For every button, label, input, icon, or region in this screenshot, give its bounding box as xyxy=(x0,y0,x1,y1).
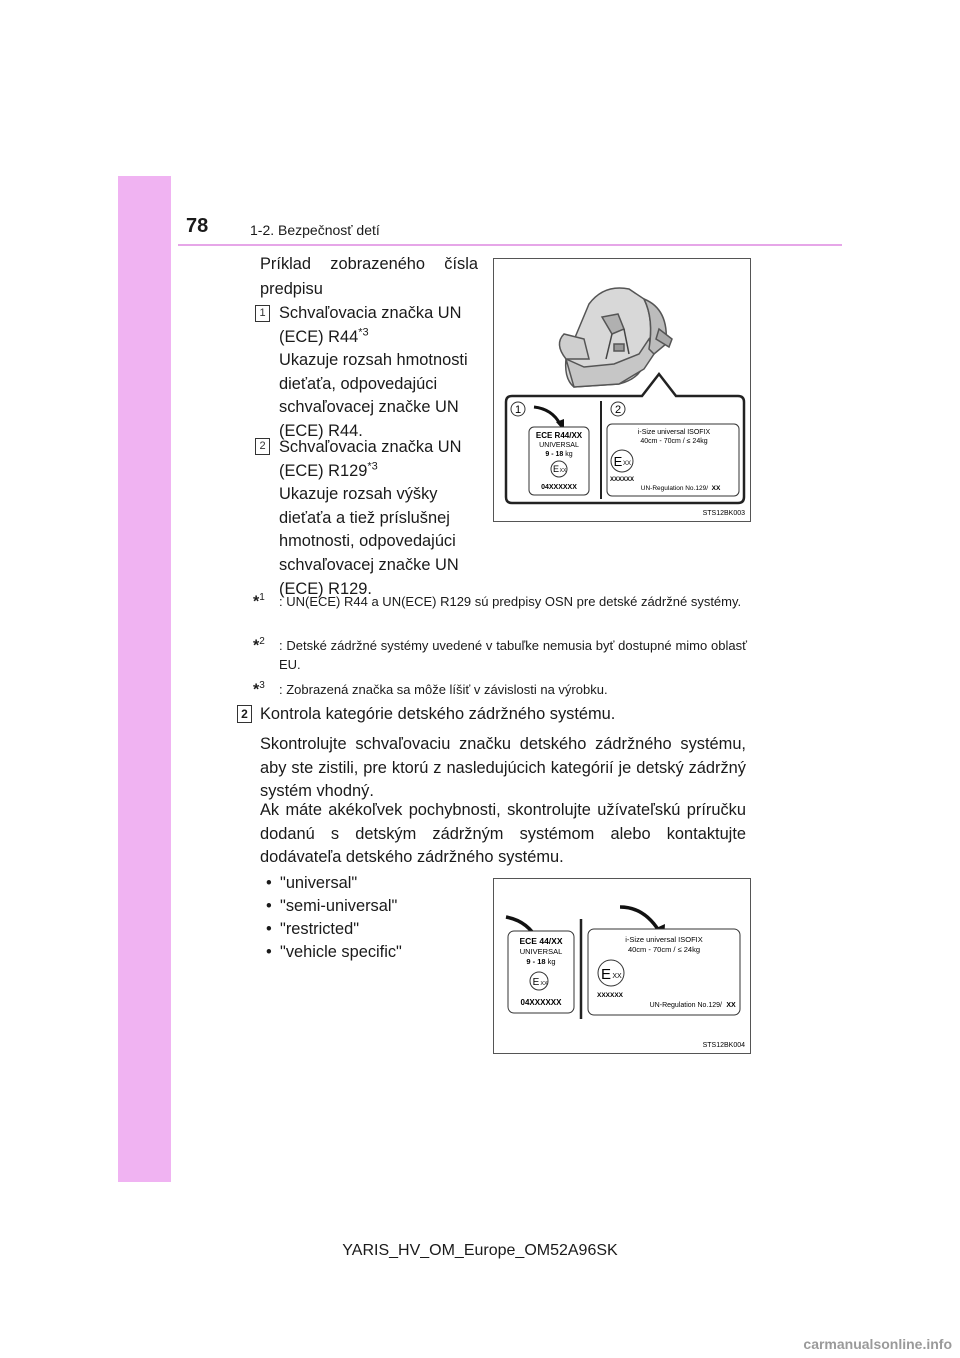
r44-line2: UNIVERSAL xyxy=(539,442,579,449)
section-header: 1-2. Bezpečnosť detí xyxy=(250,222,380,238)
footnote-2: *$^2$ : Detské zádržné systémy uvedené v tabuľke nemusia byť dostupné mimo oblasť EU. xyxy=(253,636,747,672)
r129-emark: E xyxy=(613,454,623,469)
r44-emark: E xyxy=(532,977,540,988)
header-rule xyxy=(178,244,842,246)
footnote-3: *$^3$ : Zobrazená značka sa môže líšiť v závislosti na výrobku. xyxy=(253,680,608,699)
r44-code: 04XXXXXX xyxy=(520,998,562,1007)
r129-emark-sub: XX xyxy=(612,973,622,980)
r44-emark-sub: XX xyxy=(540,981,548,987)
item-number-1: 1 xyxy=(255,305,270,322)
intro-line-2: predpisu xyxy=(260,280,323,298)
item-2-title: Schvaľovacia značka UN (ECE) R129 xyxy=(279,438,462,480)
r44-line3: 9 - 18 kg xyxy=(526,957,556,966)
r44-line3: 9 - 18 kg xyxy=(545,451,573,458)
figure2-code: STS12BK004 xyxy=(702,1042,745,1049)
list-item: • "vehicle specific" xyxy=(266,941,402,964)
r129-code: XXXXXX xyxy=(609,477,635,483)
chapter-sidebar-tab xyxy=(118,176,171,1182)
r44-line2: UNIVERSAL xyxy=(519,947,563,956)
list-item: • "restricted" xyxy=(266,918,402,941)
document-id: YARIS_HV_OM_Europe_OM52A96SK xyxy=(342,1242,618,1259)
step-number-2: 2 xyxy=(237,705,252,723)
category-list xyxy=(266,872,402,964)
r44-line1: ECE R44/XX xyxy=(535,431,583,440)
child-seat-drawing xyxy=(559,288,672,387)
item-number-2: 2 xyxy=(255,438,270,455)
r44-code: 04XXXXXX xyxy=(541,484,577,491)
r129-line1: i-Size universal ISOFIX xyxy=(625,935,703,944)
r129-reg: UN-Regulation No.129/ xyxy=(649,1002,722,1009)
figure-approval-labels xyxy=(493,878,751,1054)
list-item: • "universal" xyxy=(266,872,402,895)
r129-emark: E xyxy=(600,966,612,983)
r129-reg-b: XX xyxy=(711,485,721,492)
item-2-desc: Ukazuje rozsah výšky dieťaťa a tiež príslušnej hmotnosti, odpovedajúci schvaľovacej značke UN (ECE) R129. xyxy=(279,485,459,598)
r129-line1: i-Size universal ISOFIX xyxy=(637,429,711,436)
footnote-1: *$^1$ : UN(ECE) R44 a UN(ECE) R129 sú predpisy OSN pre detské zádržné systémy. xyxy=(253,592,742,611)
watermark: carmanualsonline.info xyxy=(803,1336,952,1352)
step-2-title: Kontrola kategórie detského zádržného systému. xyxy=(260,705,616,723)
approval-labels-illustration xyxy=(494,879,750,1053)
r44-emark-sub: XX xyxy=(559,468,567,474)
callout-number-2: 2 xyxy=(614,404,622,416)
callout-number-1: 1 xyxy=(514,404,522,416)
r129-reg: UN-Regulation No.129/ xyxy=(640,485,708,492)
step-2-paragraph-2: Ak máte akékoľvek pochybnosti, skontrolujte užívateľskú príručku dodanú s detským zádržným systémom alebo kontaktujte dodávateľa detského zádržného systému. xyxy=(260,801,746,867)
r129-emark-sub: XX xyxy=(622,461,632,467)
step-2-paragraph-1: Skontrolujte schvaľovaciu značku detského zádržného systému, aby ste zistili, pre ktorú z nasledujúcich kategórií je detský zádržný systém vhodný. xyxy=(260,735,746,801)
item-1-title: Schvaľovacia značka UN (ECE) R44 xyxy=(279,304,462,346)
list-item: • "semi-universal" xyxy=(266,895,402,918)
figure-child-seat-labels xyxy=(493,258,751,522)
item-1 xyxy=(279,302,481,444)
item-1-desc: Ukazuje rozsah hmotnosti dieťaťa, odpovedajúci schvaľovacej značke UN (ECE) R44. xyxy=(279,351,468,440)
r44-line1: ECE 44/XX xyxy=(519,936,563,946)
item-2 xyxy=(279,436,479,601)
r129-line2: 40cm - 70cm / ≤ 24kg xyxy=(627,945,701,954)
page-number: 78 xyxy=(186,215,209,237)
item-1-mark: *3 xyxy=(358,326,369,339)
r129-line2: 40cm - 70cm / ≤ 24kg xyxy=(640,438,708,445)
r129-reg-b: XX xyxy=(726,1002,736,1009)
arrow-icon-top xyxy=(620,907,659,931)
item-2-mark: *3 xyxy=(367,460,378,473)
child-seat-illustration xyxy=(494,259,750,521)
intro-line-1: Príklad zobrazeného čísla xyxy=(260,255,478,273)
r129-code: XXXXXX xyxy=(596,992,624,999)
figure1-code: STS12BK003 xyxy=(702,510,745,517)
r44-emark: E xyxy=(552,464,560,474)
